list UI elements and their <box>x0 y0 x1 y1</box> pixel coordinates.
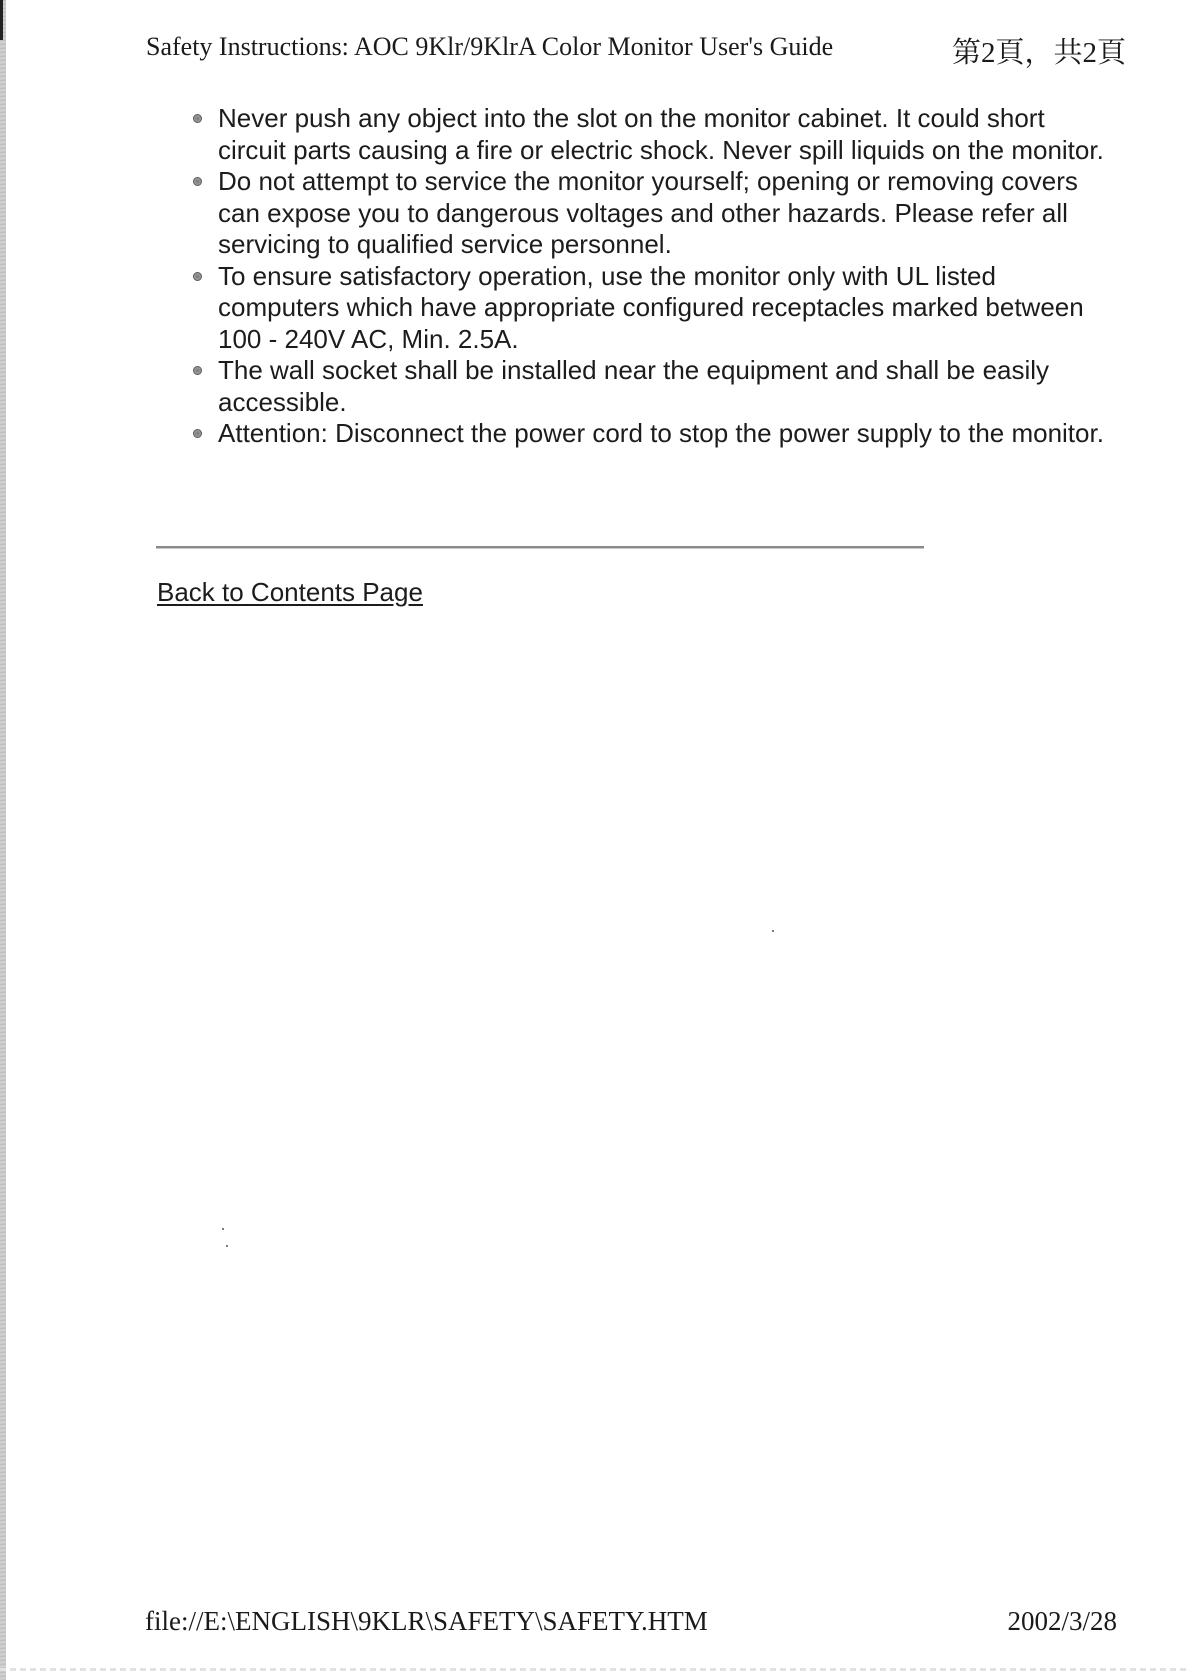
scan-edge-mark <box>0 0 3 40</box>
scan-speck <box>772 930 774 932</box>
list-item <box>192 418 1112 450</box>
list-item-text: Do not attempt to service the monitor yourself; opening or removing covers can expose you to dangerous voltages and other hazards. Please refer all servicing to qualified service personnel. <box>218 166 1078 259</box>
safety-instructions <box>192 103 1112 450</box>
page-header <box>146 28 1126 68</box>
list-item-text: The wall socket shall be installed near the equipment and shall be easily accessible. <box>218 355 1050 417</box>
document-title: Safety Instructions: AOC 9Klr/9KlrA Color Monitor User's Guide <box>146 32 834 61</box>
list-item <box>192 166 1112 261</box>
back-to-contents-link[interactable]: Back to Contents Page <box>157 577 423 607</box>
print-date: 2002/3/28 <box>1007 1606 1117 1636</box>
scan-bottom-edge <box>0 1668 1190 1671</box>
bullet-icon <box>193 177 202 186</box>
scan-speck <box>222 1228 224 1230</box>
bullet-icon <box>193 366 202 375</box>
page-indicator: 第2頁，共2頁 <box>951 37 1126 69</box>
bullet-icon <box>193 429 202 438</box>
list-item-text: Never push any object into the slot on the monitor cabinet. It could short circuit parts causing a fire or electric shock. Never spill liquids on the monitor. <box>218 103 1104 165</box>
scan-edge <box>0 0 6 1680</box>
horizontal-rule <box>156 546 924 549</box>
list-item <box>192 103 1112 166</box>
file-path: file://E:\ENGLISH\9KLR\SAFETY\SAFETY.HTM <box>145 1606 708 1636</box>
bullet-icon <box>193 114 202 123</box>
scan-speck <box>226 1245 228 1247</box>
list-item <box>192 261 1112 356</box>
page-footer <box>145 1606 1117 1642</box>
bullet-icon <box>193 272 202 281</box>
list-item <box>192 355 1112 418</box>
bullet-list <box>192 103 1112 450</box>
list-item-text: Attention: Disconnect the power cord to stop the power supply to the monitor. <box>218 418 1104 448</box>
list-item-text: To ensure satisfactory operation, use the monitor only with UL listed computers which have appropriate configured receptacles marked between 100 - 240V AC, Min. 2.5A. <box>218 260 1084 354</box>
